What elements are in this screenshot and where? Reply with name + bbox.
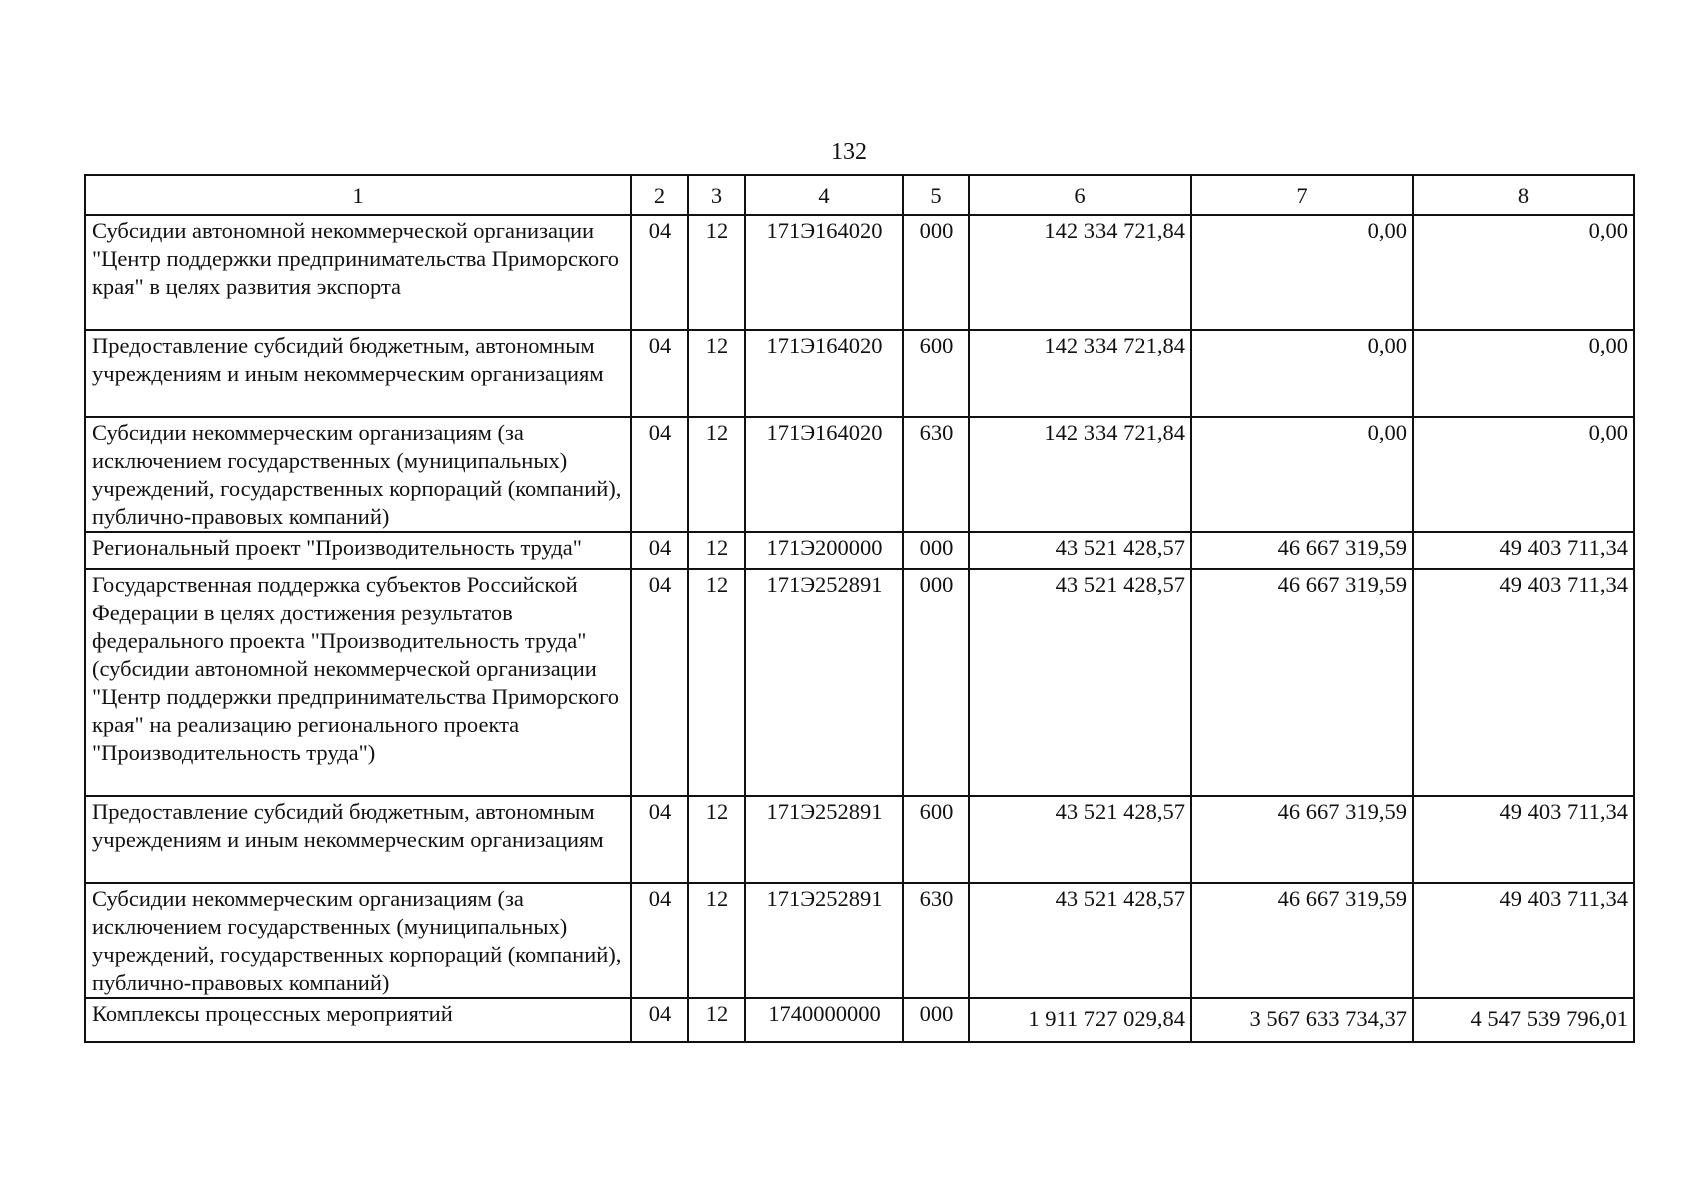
expense-type-code: 600	[903, 330, 969, 417]
table-row	[85, 330, 1634, 417]
row-name: Субсидии некоммерческим организациям (за исключением государственных (муниципальных) учреждений, государственных корпораций (компаний), публично-правовых компаний)	[85, 883, 631, 998]
expense-type-code: 600	[903, 796, 969, 883]
amount-col-8: 0,00	[1413, 417, 1634, 532]
budget-table	[84, 174, 1635, 1043]
column-header-4: 4	[745, 175, 903, 215]
target-article-code: 171Э164020	[745, 417, 903, 532]
column-header-1: 1	[85, 175, 631, 215]
row-name: Комплексы процессных мероприятий	[85, 998, 631, 1042]
target-article-code: 171Э252891	[745, 883, 903, 998]
expense-type-code: 000	[903, 532, 969, 569]
table-row	[85, 796, 1634, 883]
section-code: 04	[631, 215, 688, 330]
column-header-8: 8	[1413, 175, 1634, 215]
amount-col-6: 142 334 721,84	[969, 215, 1191, 330]
section-code: 04	[631, 998, 688, 1042]
amount-col-6: 43 521 428,57	[969, 532, 1191, 569]
target-article-code: 171Э164020	[745, 330, 903, 417]
amount-col-8: 49 403 711,34	[1413, 796, 1634, 883]
amount-col-7: 46 667 319,59	[1191, 796, 1413, 883]
subsection-code: 12	[688, 417, 745, 532]
amount-col-7: 46 667 319,59	[1191, 532, 1413, 569]
subsection-code: 12	[688, 883, 745, 998]
column-header-6: 6	[969, 175, 1191, 215]
table-row	[85, 569, 1634, 796]
section-code: 04	[631, 417, 688, 532]
amount-col-6: 142 334 721,84	[969, 330, 1191, 417]
section-code: 04	[631, 796, 688, 883]
amount-col-8: 49 403 711,34	[1413, 883, 1634, 998]
amount-col-7: 0,00	[1191, 330, 1413, 417]
row-name: Предоставление субсидий бюджетным, автономным учреждениям и иным некоммерческим организациям	[85, 330, 631, 417]
table-row	[85, 532, 1634, 569]
row-name: Предоставление субсидий бюджетным, автономным учреждениям и иным некоммерческим организациям	[85, 796, 631, 883]
expense-type-code: 000	[903, 998, 969, 1042]
amount-col-7: 3 567 633 734,37	[1191, 998, 1413, 1042]
amount-col-8: 4 547 539 796,01	[1413, 998, 1634, 1042]
amount-col-8: 49 403 711,34	[1413, 532, 1634, 569]
subsection-code: 12	[688, 532, 745, 569]
amount-col-7: 46 667 319,59	[1191, 569, 1413, 796]
subsection-code: 12	[688, 796, 745, 883]
amount-col-7: 46 667 319,59	[1191, 883, 1413, 998]
section-code: 04	[631, 532, 688, 569]
row-name: Субсидии некоммерческим организациям (за исключением государственных (муниципальных) учреждений, государственных корпораций (компаний), публично-правовых компаний)	[85, 417, 631, 532]
column-header-3: 3	[688, 175, 745, 215]
table-row	[85, 998, 1634, 1042]
expense-type-code: 000	[903, 215, 969, 330]
target-article-code: 171Э252891	[745, 569, 903, 796]
subsection-code: 12	[688, 215, 745, 330]
table-row	[85, 883, 1634, 998]
row-name: Государственная поддержка субъектов Российской Федерации в целях достижения результатов федерального проекта "Производительность труда" (субсидии автономной некоммерческой организации "Центр поддержки предпринимательства Приморского края" на реализацию регионального проекта "Производительность труда")	[85, 569, 631, 796]
amount-col-6: 142 334 721,84	[969, 417, 1191, 532]
table-row	[85, 417, 1634, 532]
amount-col-6: 43 521 428,57	[969, 569, 1191, 796]
amount-col-6: 1 911 727 029,84	[969, 998, 1191, 1042]
subsection-code: 12	[688, 330, 745, 417]
column-header-2: 2	[631, 175, 688, 215]
page-number: 132	[831, 139, 867, 165]
subsection-code: 12	[688, 998, 745, 1042]
amount-col-7: 0,00	[1191, 215, 1413, 330]
row-name: Субсидии автономной некоммерческой организации "Центр поддержки предпринимательства Приморского края" в целях развития экспорта	[85, 215, 631, 330]
amount-col-6: 43 521 428,57	[969, 883, 1191, 998]
expense-type-code: 630	[903, 417, 969, 532]
section-code: 04	[631, 569, 688, 796]
target-article-code: 171Э200000	[745, 532, 903, 569]
subsection-code: 12	[688, 569, 745, 796]
amount-col-7: 0,00	[1191, 417, 1413, 532]
amount-col-8: 0,00	[1413, 330, 1634, 417]
expense-type-code: 630	[903, 883, 969, 998]
table-row	[85, 215, 1634, 330]
amount-col-8: 49 403 711,34	[1413, 569, 1634, 796]
section-code: 04	[631, 883, 688, 998]
section-code: 04	[631, 330, 688, 417]
amount-col-6: 43 521 428,57	[969, 796, 1191, 883]
target-article-code: 1740000000	[745, 998, 903, 1042]
amount-col-8: 0,00	[1413, 215, 1634, 330]
target-article-code: 171Э252891	[745, 796, 903, 883]
header-row	[85, 175, 1634, 215]
column-header-5: 5	[903, 175, 969, 215]
expense-type-code: 000	[903, 569, 969, 796]
target-article-code: 171Э164020	[745, 215, 903, 330]
row-name: Региональный проект "Производительность труда"	[85, 532, 631, 569]
column-header-7: 7	[1191, 175, 1413, 215]
